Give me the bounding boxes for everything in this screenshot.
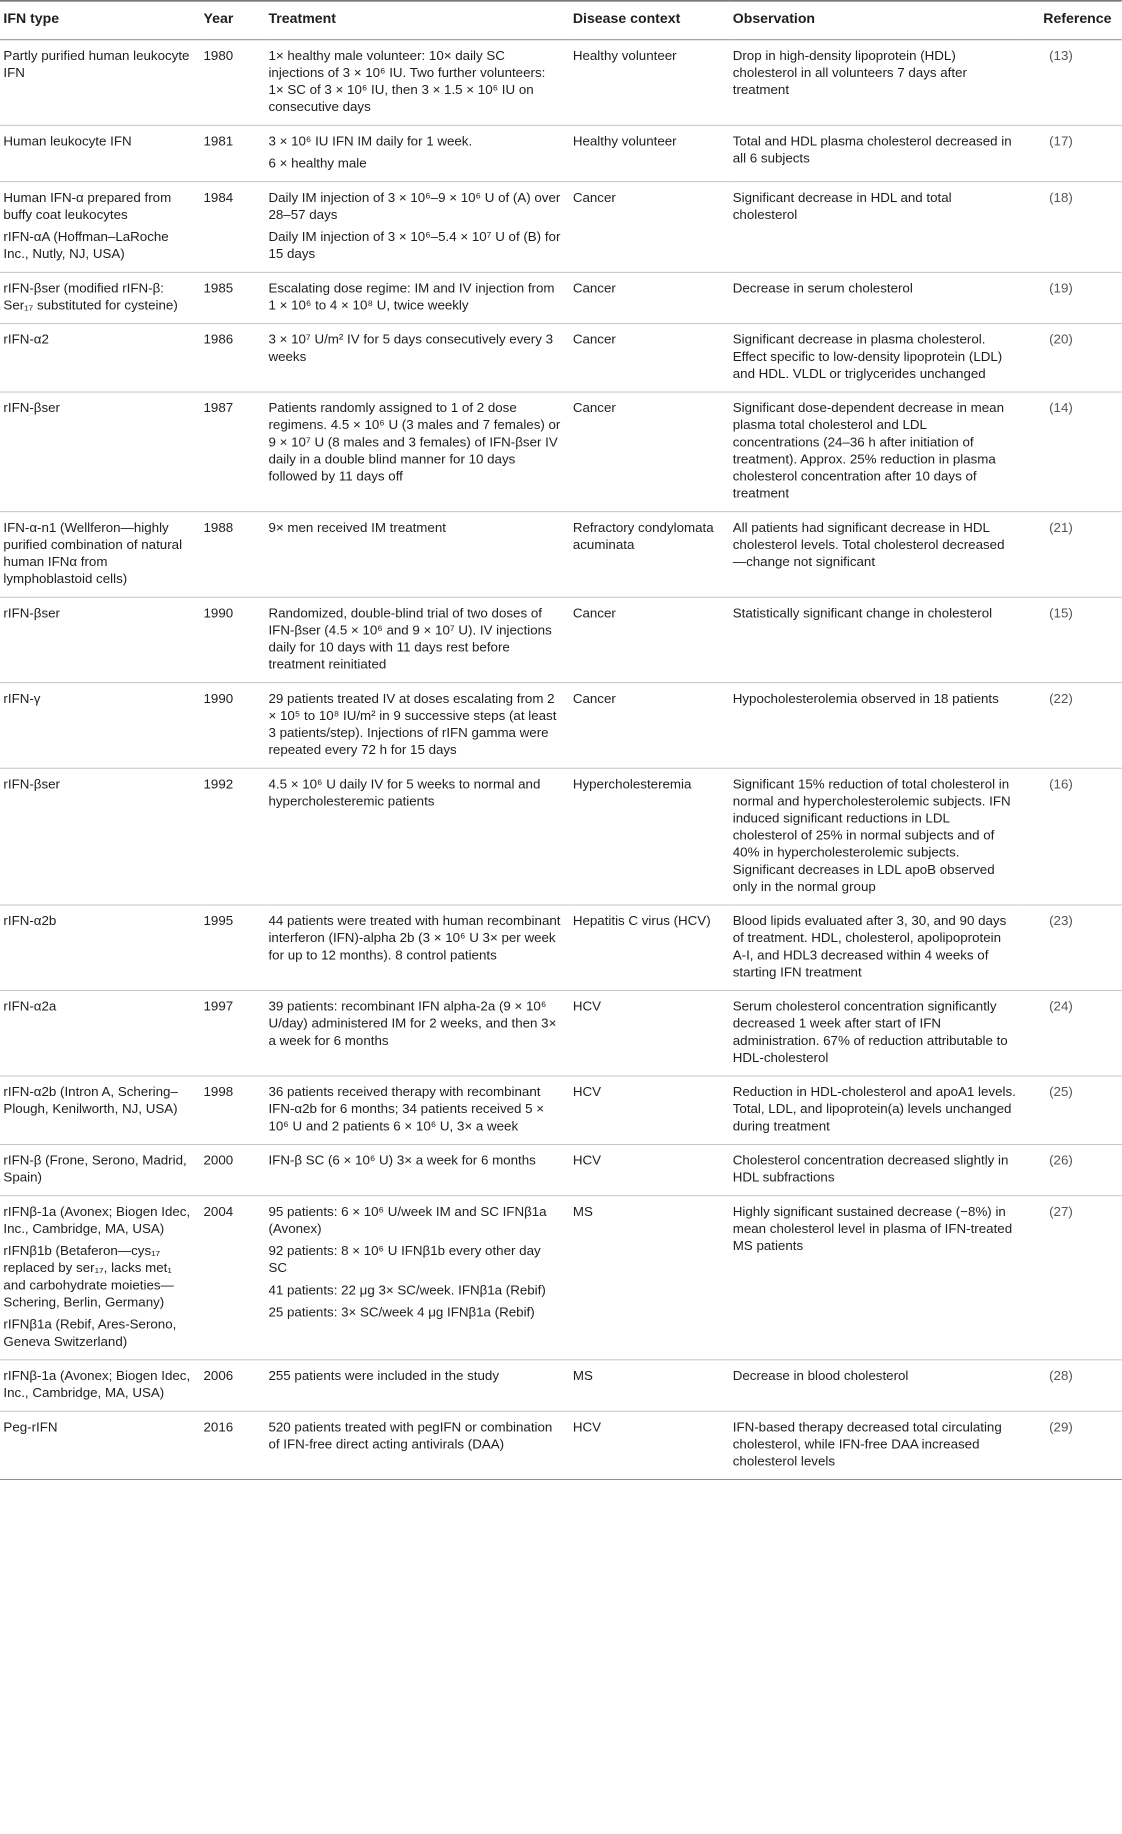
cell-disease-context: Cancer [569,182,729,273]
cell-treatment [265,1196,569,1360]
cell-treatment-line: Daily IM injection of 3 × 10⁶–9 × 10⁶ U of (A) over 28–57 days [268,190,561,223]
cell-treatment-line: Randomized, double-blind trial of two doses of IFN-βser (4.5 × 10⁶ and 9 × 10⁷ U). IV injections daily for 10 days with 11 days rest before treatment reinitiated [268,606,552,673]
cell-disease-context: MS [569,1196,729,1360]
cell-observation: IFN-based therapy decreased total circulating cholesterol, while IFN-free DAA increased cholesterol levels [729,1411,1023,1479]
cell-treatment-line: 41 patients: 22 μg 3× SC/week. IFNβ1a (Rebif) [268,1283,546,1298]
cell-reference: (27) [1023,1196,1121,1360]
cell-year: 1998 [200,1076,265,1144]
cell-ifn-type-line: Human IFN-α prepared from buffy coat leukocytes [3,190,172,223]
cell-ifn-type-line: rIFN-βser [3,400,60,416]
cell-disease-context: MS [569,1360,729,1411]
cell-year: 1997 [200,991,265,1077]
cell-ifn-type-line: rIFN-βser (modified rIFN-β: Ser₁₇ substituted for cysteine) [3,281,178,313]
cell-reference: (13) [1023,40,1121,126]
cell-ifn-type [0,392,200,512]
cell-ifn-type [0,40,200,126]
cell-ifn-type [0,1411,200,1479]
cell-observation: Highly significant sustained decrease (−8%) in mean cholesterol level in plasma of IFN-treated MS patients [729,1196,1023,1360]
cell-year: 1984 [200,182,265,273]
cell-reference: (16) [1023,768,1121,905]
cell-ifn-type-line: rIFNβ1a (Rebif, Ares-Serono, Geneva Switzerland) [3,1317,177,1350]
cell-ifn-type [0,768,200,905]
cell-observation: Total and HDL plasma cholesterol decreased in all 6 subjects [729,125,1023,181]
table-row [0,1411,1122,1479]
cell-ifn-type-line: rIFNβ-1a (Avonex; Biogen Idec, Inc., Cambridge, MA, USA) [3,1204,191,1237]
table-row [0,1144,1122,1195]
cell-treatment [265,182,569,273]
cell-reference: (14) [1023,392,1121,512]
cell-ifn-type-line: rIFN-βser [3,777,60,792]
cell-year: 1990 [200,597,265,683]
cell-treatment-line: 3 × 10⁶ IU IFN IM daily for 1 week. [268,134,473,149]
cell-disease-context: Cancer [569,392,729,512]
cell-disease-context: HCV [569,1144,729,1195]
cell-year: 1985 [200,272,265,323]
header-year: Year [200,1,265,40]
cell-disease-context: Cancer [569,272,729,323]
cell-observation: Decrease in serum cholesterol [729,272,1023,323]
cell-reference: (25) [1023,1076,1121,1144]
cell-reference: (20) [1023,324,1121,392]
cell-treatment [265,392,569,512]
cell-ifn-type [0,905,200,991]
cell-treatment-line: 44 patients were treated with human recombinant interferon (IFN)-alpha 2b (3 × 10⁶ U 3× per week for up to 12 months). 8 control patients [268,913,561,963]
cell-treatment [265,324,569,392]
header-disease-context: Disease context [569,1,729,40]
cell-year: 1995 [200,905,265,991]
cell-disease-context: Hypercholesteremia [569,768,729,905]
cell-treatment [265,597,569,683]
cell-observation: Serum cholesterol concentration significantly decreased 1 week after start of IFN administration. 67% of reduction attributable to HDL-cholesterol [729,991,1023,1077]
cell-year: 2016 [200,1411,265,1479]
cell-ifn-type [0,1144,200,1195]
cell-treatment [265,1144,569,1195]
cell-ifn-type-line: rIFN-βser [3,606,60,621]
cell-observation: Significant dose-dependent decrease in mean plasma total cholesterol and LDL concentrations (24–36 h after initiation of treatment). Approx. 25% reduction in plasma cholesterol concentration after 10 days of treatment [729,392,1023,512]
cell-treatment [265,768,569,905]
cell-treatment [265,991,569,1077]
cell-treatment [265,1076,569,1144]
cell-reference: (28) [1023,1360,1121,1411]
cell-reference: (24) [1023,991,1121,1077]
cell-ifn-type-line: rIFN-α2 [3,332,49,348]
table-row [0,40,1122,126]
table-row [0,125,1122,181]
cell-treatment-line: 92 patients: 8 × 10⁶ U IFNβ1b every other day SC [268,1244,541,1276]
cell-ifn-type-line: rIFNβ1b (Betaferon—cys₁₇ replaced by ser₁₇, lacks met₁ and carbohydrate moieties—Schering, Berlin, Germany) [3,1244,174,1310]
cell-treatment [265,683,569,769]
cell-ifn-type [0,182,200,273]
cell-observation: Significant decrease in HDL and total cholesterol [729,182,1023,273]
cell-ifn-type [0,125,200,181]
cell-reference: (22) [1023,683,1121,769]
cell-disease-context: Cancer [569,683,729,769]
table-body [0,40,1122,1480]
cell-observation: Blood lipids evaluated after 3, 30, and 90 days of treatment. HDL, cholesterol, apolipoprotein A-I, and HDL3 decreased within 4 weeks of starting IFN treatment [729,905,1023,991]
table-row [0,182,1122,273]
cell-treatment-line: 520 patients treated with pegIFN or combination of IFN-free direct acting antivirals (DAA) [268,1420,553,1452]
cell-reference: (17) [1023,125,1121,181]
cell-disease-context: HCV [569,1076,729,1144]
cell-reference: (19) [1023,272,1121,323]
cell-treatment-line: IFN-β SC (6 × 10⁶ U) 3× a week for 6 months [268,1153,536,1168]
cell-treatment-line: 255 patients were included in the study [268,1368,499,1384]
cell-ifn-type-line: rIFNβ-1a (Avonex; Biogen Idec, Inc., Cambridge, MA, USA) [3,1368,191,1401]
table-row [0,1076,1122,1144]
cell-year: 1990 [200,683,265,769]
cell-ifn-type-line: Peg-rIFN [3,1420,58,1435]
cell-ifn-type [0,1196,200,1360]
cell-ifn-type [0,512,200,598]
table-row [0,1196,1122,1360]
cell-reference: (26) [1023,1144,1121,1195]
cell-ifn-type [0,991,200,1077]
table-row [0,768,1122,905]
table-row [0,512,1122,598]
cell-year: 2004 [200,1196,265,1360]
cell-disease-context: HCV [569,991,729,1077]
header-row [0,1,1122,40]
cell-ifn-type-line: rIFN-αA (Hoffman–LaRoche Inc., Nutly, NJ, USA) [3,229,169,262]
cell-treatment-line: 3 × 10⁷ U/m² IV for 5 days consecutively every 3 weeks [268,332,554,365]
cell-ifn-type-line: IFN-α-n1 (Wellferon—highly purified combination of natural human IFNα from lymphoblastoid cells) [3,520,183,587]
table-row [0,1360,1122,1411]
cell-disease-context: Healthy volunteer [569,125,729,181]
cell-treatment-line: Daily IM injection of 3 × 10⁶–5.4 × 10⁷ U of (B) for 15 days [268,229,561,262]
table-row [0,392,1122,512]
cell-disease-context: Cancer [569,324,729,392]
cell-ifn-type-line: rIFN-α2b [3,913,57,929]
cell-treatment-line: 9× men received IM treatment [268,520,446,536]
cell-reference: (21) [1023,512,1121,598]
cell-ifn-type-line: rIFN-β (Frone, Serono, Madrid, Spain) [3,1153,187,1186]
cell-treatment-line: Escalating dose regime: IM and IV injection from 1 × 10⁶ to 4 × 10⁸ U, twice weekly [268,281,555,313]
header-observation: Observation [729,1,1023,40]
cell-year: 1992 [200,768,265,905]
cell-treatment-line: 95 patients: 6 × 10⁶ U/week IM and SC IFNβ1a (Avonex) [268,1204,547,1237]
cell-treatment-line: 39 patients: recombinant IFN alpha-2a (9 × 10⁶ U/day) administered IM for 2 weeks, and then 3× a week for 6 months [268,999,557,1049]
cell-year: 2000 [200,1144,265,1195]
cell-observation: Decrease in blood cholesterol [729,1360,1023,1411]
cell-year: 1986 [200,324,265,392]
table-row [0,597,1122,683]
cell-reference: (15) [1023,597,1121,683]
cell-observation: Cholesterol concentration decreased slightly in HDL subfractions [729,1144,1023,1195]
header-ifn-type: IFN type [0,1,200,40]
cell-ifn-type-line: rIFN-α2a [3,999,57,1015]
cell-treatment [265,40,569,126]
cell-year: 1981 [200,125,265,181]
cell-treatment-line: Patients randomly assigned to 1 of 2 dose regimens. 4.5 × 10⁶ U (3 males and 7 females) or 9 × 10⁷ U (8 males and 3 females) of IFN-βser IV daily in a double blind manner for 10 days followed by 11 days off [268,400,561,484]
cell-observation: Significant 15% reduction of total cholesterol in normal and hypercholesterolemic subjects. IFN induced significant reductions in LDL cholesterol of 25% in normal subjects and of 40% in hypercholesterolemic subjects. Significant decreases in LDL apoB observed only in the normal group [729,768,1023,905]
cell-ifn-type-line: Partly purified human leukocyte IFN [3,48,190,81]
cell-ifn-type [0,324,200,392]
table-row [0,991,1122,1077]
cell-reference: (23) [1023,905,1121,991]
cell-treatment-line: 36 patients received therapy with recombinant IFN-α2b for 6 months; 34 patients received 5 × 10⁶ U and 2 patients 6 × 10⁶ U, 3× a week [268,1084,545,1134]
cell-disease-context: HCV [569,1411,729,1479]
cell-treatment-line: 6 × healthy male [268,156,367,171]
cell-reference: (18) [1023,182,1121,273]
cell-treatment-line: 29 patients treated IV at doses escalating from 2 × 10⁵ to 10⁸ IU/m² in 9 successive steps (at least 3 patients/step). Injections of rIFN gamma were repeated every 72 h for 15 days [268,691,557,758]
cell-ifn-type [0,597,200,683]
cell-year: 2006 [200,1360,265,1411]
cell-observation: Reduction in HDL-cholesterol and apoA1 levels. Total, LDL, and lipoprotein(a) levels unchanged during treatment [729,1076,1023,1144]
cell-year: 1980 [200,40,265,126]
cell-reference: (29) [1023,1411,1121,1479]
cell-observation: Significant decrease in plasma cholesterol. Effect specific to low-density lipoprotein (LDL) and HDL. VLDL or triglycerides unchanged [729,324,1023,392]
cell-disease-context: Hepatitis C virus (HCV) [569,905,729,991]
cell-treatment [265,1360,569,1411]
table-row [0,683,1122,769]
cell-ifn-type [0,683,200,769]
cell-ifn-type [0,1076,200,1144]
cell-treatment [265,905,569,991]
cell-ifn-type-line: rIFN-γ [3,691,41,707]
cell-treatment [265,272,569,323]
header-reference: Reference [1023,1,1121,40]
cell-ifn-type [0,272,200,323]
table-row [0,905,1122,991]
table-row [0,272,1122,323]
cell-treatment [265,1411,569,1479]
cell-observation: Drop in high-density lipoprotein (HDL) cholesterol in all volunteers 7 days after treatment [729,40,1023,126]
cell-treatment-line: 1× healthy male volunteer: 10× daily SC injections of 3 × 10⁶ IU. Two further volunteers: 1× SC of 3 × 10⁶ IU, then 3 × 1.5 × 10⁶ IU on consecutive days [268,48,546,115]
cell-year: 1988 [200,512,265,598]
header-treatment: Treatment [265,1,569,40]
cell-treatment-line: 4.5 × 10⁶ U daily IV for 5 weeks to normal and hypercholesteremic patients [268,777,541,809]
cell-disease-context: Refractory condylomata acuminata [569,512,729,598]
cell-year: 1987 [200,392,265,512]
cell-ifn-type-line: Human leukocyte IFN [3,134,132,149]
cell-disease-context: Healthy volunteer [569,40,729,126]
cell-treatment [265,512,569,598]
cell-treatment-line: 25 patients: 3× SC/week 4 μg IFNβ1a (Rebif) [268,1305,535,1321]
cell-observation: Hypocholesterolemia observed in 18 patients [729,683,1023,769]
cell-disease-context: Cancer [569,597,729,683]
cell-observation: All patients had significant decrease in HDL cholesterol levels. Total cholesterol decreased—change not significant [729,512,1023,598]
cell-treatment [265,125,569,181]
table-row [0,324,1122,392]
cell-ifn-type [0,1360,200,1411]
cell-observation: Statistically significant change in cholesterol [729,597,1023,683]
cell-ifn-type-line: rIFN-α2b (Intron A, Schering–Plough, Kenilworth, NJ, USA) [3,1084,178,1117]
